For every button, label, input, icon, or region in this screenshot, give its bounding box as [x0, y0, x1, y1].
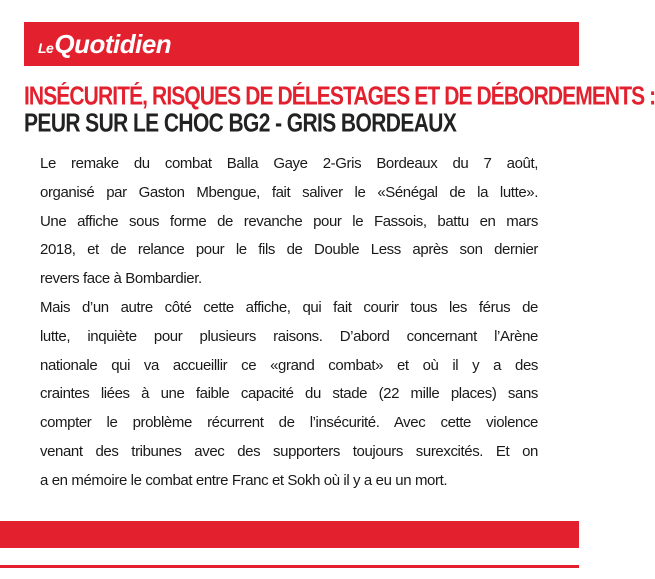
headline-title: INSÉCURITÉ, RISQUES DE DÉLESTAGES ET DE DÉBORDEMENTS :: [24, 82, 655, 111]
text-line: a en mémoire le combat entre Franc et Sokh où il y a eu un mort.: [40, 471, 448, 489]
text-line: organisé par Gaston Mbengue, fait saliver le «Sénégal de la lutte».: [40, 183, 538, 201]
text-line: Le remake du combat Balla Gaye 2-Gris Bordeaux du 7 août,: [40, 155, 538, 172]
footer-bar: [0, 521, 579, 548]
article-body: [40, 150, 538, 496]
text-line: compter le problème récurrent de l’insécurité. Avec cette violence: [40, 414, 538, 432]
logo-name: Quotidien: [54, 29, 172, 59]
text-line: Mais d’un autre côté cette affiche, qui fait courir tous les férus de: [40, 298, 538, 316]
footer-rule: [0, 565, 579, 568]
text-line: revers face à Bombardier.: [40, 270, 202, 288]
headline: [24, 82, 655, 138]
paragraph: [40, 294, 538, 496]
paragraph: [40, 150, 538, 294]
masthead-bar: [24, 22, 579, 66]
text-line: craintes liées à une faible capacité du stade (22 mille places) sans: [40, 385, 538, 403]
text-line: nationale qui va accueillir ce «grand combat» et où il y a des: [40, 356, 538, 374]
text-line: lutte, inquiète pour plusieurs raisons. D’abord concernant l’Arène: [40, 327, 538, 345]
text-line: venant des tribunes avec des supporters toujours surexcités. Et on: [40, 442, 538, 460]
logo: [38, 29, 171, 64]
logo-prefix: Le: [38, 40, 54, 56]
text-line: Une affiche sous forme de revanche pour le Fassois, battu en mars: [40, 212, 538, 230]
headline-subtitle: PEUR SUR LE CHOC BG2 - GRIS BORDEAUX: [24, 109, 457, 138]
text-line: 2018, et de relance pour le fils de Double Less après son dernier: [40, 241, 538, 259]
